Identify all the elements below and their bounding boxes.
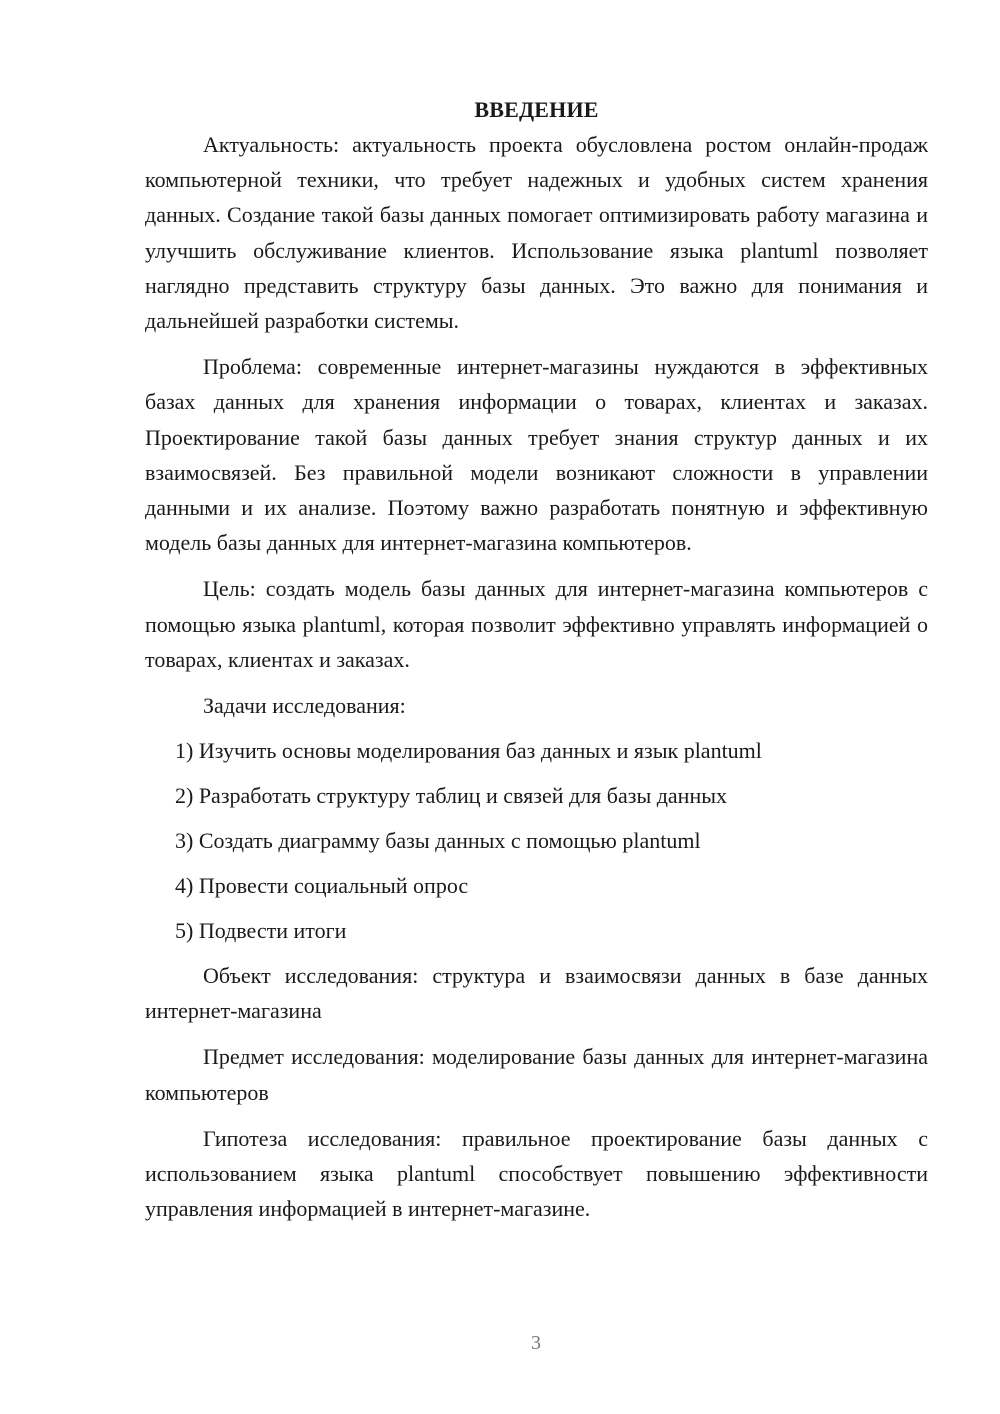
paragraph-problem: Проблема: современные интернет-магазины нуждаются в эффективных базах данных для хранения информации о товарах, клиентах и заказах. Проектирование такой базы данных требует знания структур данных и их взаимосвязей. Без правильной модели возникают сложности в управлении данными и их анализе. Поэтому важно разработать понятную и эффективную модель базы данных для интернет-магазина компьютеров. — [145, 354, 928, 556]
paragraph-object: Объект исследования: структура и взаимосвязи данных в базе данных интернет-магазина — [145, 963, 928, 1024]
section-title: ВВЕДЕНИЕ — [474, 97, 599, 122]
task-item-3: 3) Создать диаграмму базы данных с помощью plantuml — [175, 828, 701, 854]
tasks-heading: Задачи исследования: — [203, 693, 406, 719]
paragraph-relevance: Актуальность: актуальность проекта обусловлена ростом онлайн-продаж компьютерной техники, что требует надежных и удобных систем хранения данных. Создание такой базы данных помогает оптимизировать работу магазина и улучшить обслуживание клиентов. Использование языка plantuml позволяет наглядно представить структуру базы данных. Это важно для понимания и дальнейшей разработки системы. — [145, 132, 928, 334]
tasks-list — [145, 733, 928, 948]
task-item-1: 1) Изучить основы моделирования баз данных и язык plantuml — [175, 738, 762, 764]
task-item-4: 4) Провести социальный опрос — [175, 873, 469, 899]
page-number: 3 — [531, 1332, 541, 1354]
task-item-2: 2) Разработать структуру таблиц и связей для базы данных — [175, 783, 728, 809]
task-item-5: 5) Подвести итоги — [175, 918, 347, 944]
paragraph-goal: Цель: создать модель базы данных для интернет-магазина компьютеров с помощью языка plantuml, которая позволит эффективно управлять информацией о товарах, клиентах и заказах. — [145, 576, 928, 672]
paragraph-subject: Предмет исследования: моделирование базы данных для интернет-магазина компьютеров — [145, 1044, 928, 1105]
paragraph-hypothesis: Гипотеза исследования: правильное проектирование базы данных с использованием языка plantuml способствует повышению эффективности управления информацией в интернет-магазине. — [145, 1125, 928, 1222]
document-page — [145, 92, 928, 1237]
